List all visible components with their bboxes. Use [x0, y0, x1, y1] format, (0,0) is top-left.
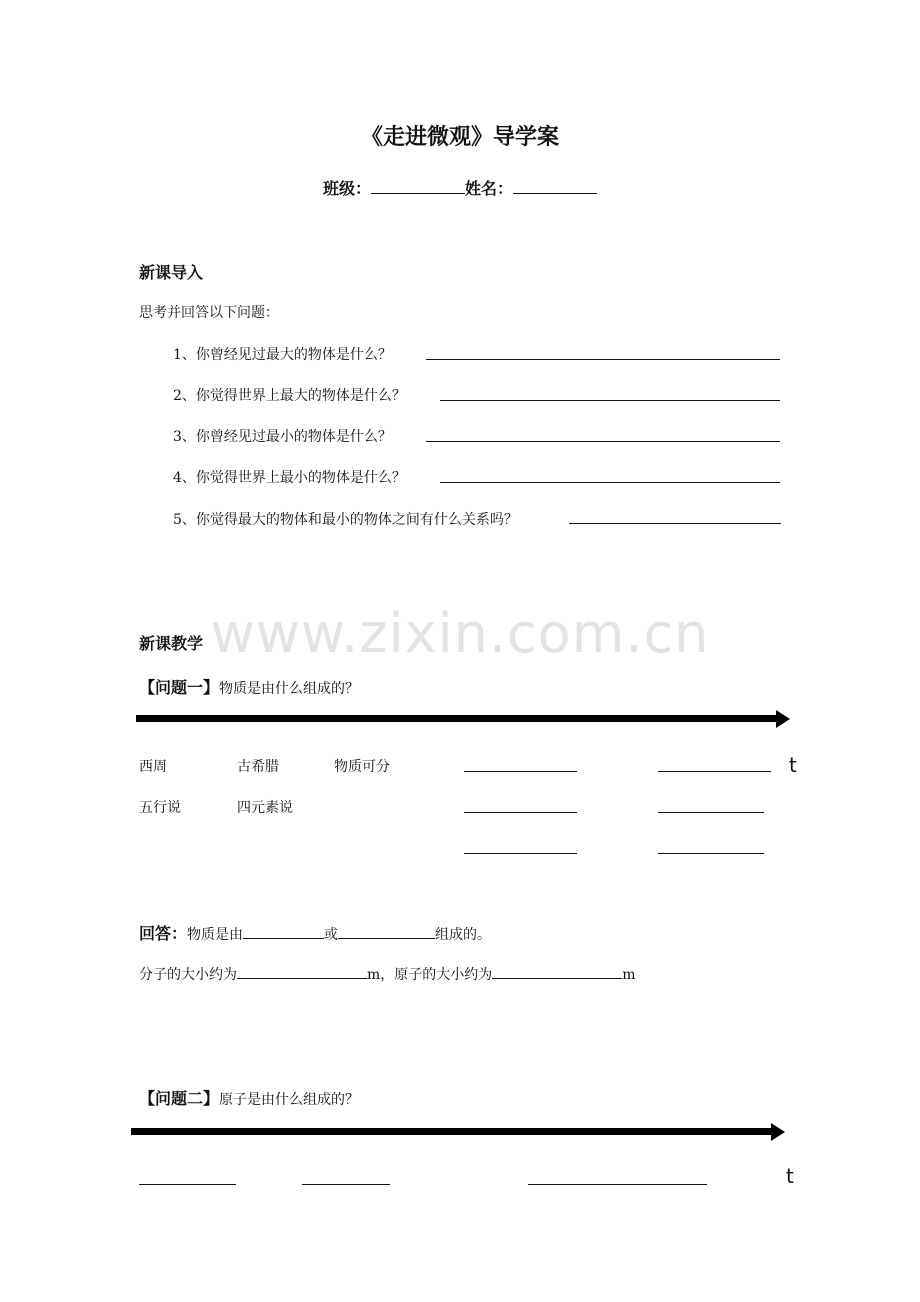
atom-size-blank[interactable] [492, 962, 622, 979]
answer-line-1[interactable] [426, 359, 780, 360]
timeline-label-divisible: 物质可分 [334, 759, 390, 775]
page-title: 《走进微观》导学案 [360, 125, 559, 150]
teaching-heading: 新课教学 [139, 634, 204, 653]
name-blank[interactable] [513, 177, 597, 194]
name-label: 姓名： [465, 179, 514, 198]
student-info [0, 176, 920, 199]
answer-part-1: 物质是由 [187, 927, 244, 943]
size-part-2: m，原子的大小约为 [367, 967, 493, 983]
timeline-blank-3a[interactable] [464, 853, 577, 854]
timeline-blank-1a[interactable] [464, 771, 577, 772]
timeline-label-wuxing: 五行说 [139, 800, 181, 816]
answer-line-3[interactable] [426, 441, 780, 442]
timeline-arrowhead-2 [771, 1123, 785, 1141]
intro-prompt: 思考并回答以下问题： [139, 305, 279, 321]
atom-blank-2[interactable] [302, 1184, 390, 1185]
timeline-blank-3b[interactable] [658, 853, 764, 854]
timeline-label-greece: 古希腊 [237, 759, 279, 775]
answer-blank-1[interactable] [243, 922, 324, 939]
answer-part-2: 或 [324, 927, 339, 943]
timeline-arrowhead-1 [776, 710, 790, 728]
intro-heading: 新课导入 [139, 263, 204, 282]
size-part-3: m [622, 967, 636, 983]
answer-label: 回答： [139, 924, 188, 943]
question-two [139, 1086, 359, 1109]
size-sentence [139, 962, 636, 984]
question-two-label: 【问题二】 [139, 1089, 220, 1108]
time-axis-label-2: t [786, 1164, 794, 1188]
timeline-blank-1b[interactable] [658, 771, 771, 772]
answer-sentence [139, 921, 491, 944]
intro-question-5: 5、你觉得最大的物体和最小的物体之间有什么关系吗？ [173, 512, 518, 528]
molecule-size-blank[interactable] [237, 962, 367, 979]
watermark: www.zixin.com.cn [210, 602, 710, 665]
timeline-label-four-elements: 四元素说 [237, 800, 293, 816]
question-one-label: 【问题一】 [139, 678, 220, 697]
size-part-1: 分子的大小约为 [139, 967, 237, 983]
question-one [139, 675, 359, 698]
answer-blank-2[interactable] [338, 922, 435, 939]
time-axis-label-1: t [789, 753, 797, 777]
intro-question-4: 4、你觉得世界上最小的物体是什么？ [173, 470, 406, 486]
question-two-text: 原子是由什么组成的？ [219, 1092, 360, 1108]
answer-line-5[interactable] [569, 523, 781, 524]
intro-question-1: 1、你曾经见过最大的物体是什么？ [173, 347, 392, 363]
class-blank[interactable] [371, 177, 465, 194]
timeline-label-xizhou: 西周 [139, 759, 167, 775]
timeline-arrow-2 [131, 1128, 773, 1135]
timeline-arrow-1 [136, 715, 778, 722]
class-label: 班级： [322, 179, 371, 198]
intro-question-3: 3、你曾经见过最小的物体是什么？ [173, 429, 392, 445]
answer-line-2[interactable] [440, 400, 780, 401]
question-one-text: 物质是由什么组成的？ [219, 681, 360, 697]
timeline-blank-2b[interactable] [658, 812, 764, 813]
atom-blank-1[interactable] [139, 1184, 236, 1185]
answer-part-3: 组成的。 [435, 927, 492, 943]
intro-question-2: 2、你觉得世界上最大的物体是什么？ [173, 388, 406, 404]
timeline-blank-2a[interactable] [464, 812, 577, 813]
answer-line-4[interactable] [440, 482, 780, 483]
atom-blank-3[interactable] [528, 1184, 707, 1185]
